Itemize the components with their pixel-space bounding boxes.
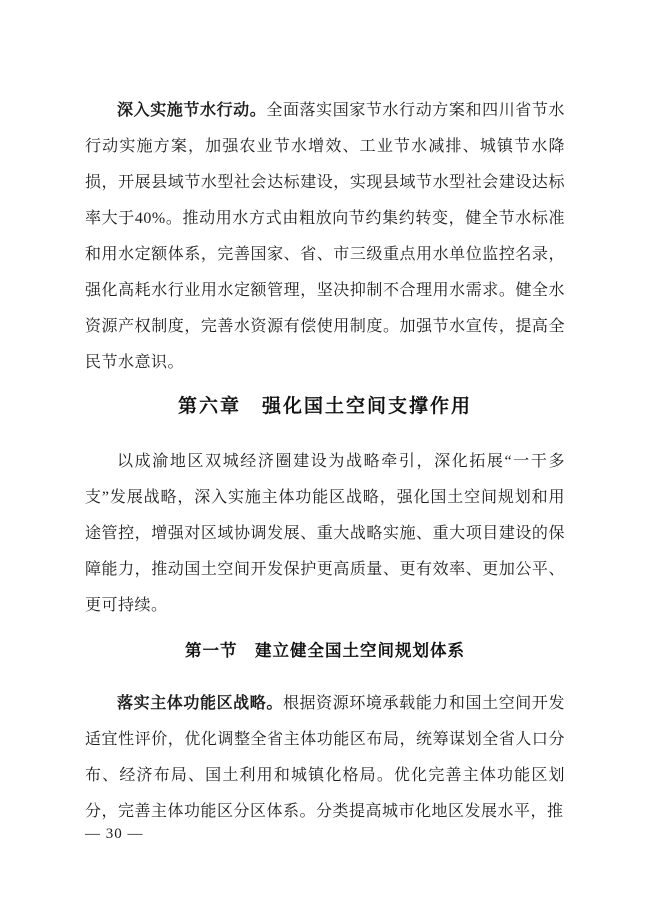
page-number: — 30 — <box>85 826 144 842</box>
paragraph-body-water-conservation: 全面落实国家节水行动方案和四川省节水行动实施方案，加强农业节水增效、工业节水减排、城镇节水降损，开展县域节水型社会达标建设，实现县域节水型社会建设达标率大于40%。推动用水方式由粗放向节约集约转变，健全节水标准和用水定额体系，完善国家、省、市三级重点用水单位监控名录，强化高耗水行业用水定额管理，坚决抑制不合理用水需求。健全水资源产权制度，完善水资源有偿使用制度。加强节水宣传，提高全民节水意识。 <box>85 102 565 371</box>
chapter-heading: 第六章 强化国土空间支撑作用 <box>177 396 472 417</box>
section-heading: 第一节 建立健全国土空间规划体系 <box>185 642 465 660</box>
paragraph-territorial-space-intro: 以成渝地区双城经济圈建设为战略牵引，深化拓展“一干多支”发展战略，深入实施主体功能区战略，强化国土空间规划和用途管控，增强对区域协调发展、重大战略实施、重大项目建设的保障能力，推动国土空间开发保护更高质量、更有效率、更加公平、更可持续。 <box>85 453 565 614</box>
paragraph-body-main-function-zones: 根据资源环境承载能力和国土空间开发适宜性评价，优化调整全省主体功能区布局，统筹谋划全省人口分布、经济布局、国土利用和城镇化格局。优化完善主体功能区划分，完善主体功能区分区体系。分类提高城市化地区发展水平，推 <box>85 695 565 820</box>
paragraph-water-conservation <box>85 93 565 381</box>
paragraph-main-function-zones <box>85 686 565 830</box>
paragraph-lead-main-function-zones: 落实主体功能区战略。 <box>117 695 283 712</box>
paragraph-lead-water-conservation: 深入实施节水行动。 <box>117 102 267 119</box>
